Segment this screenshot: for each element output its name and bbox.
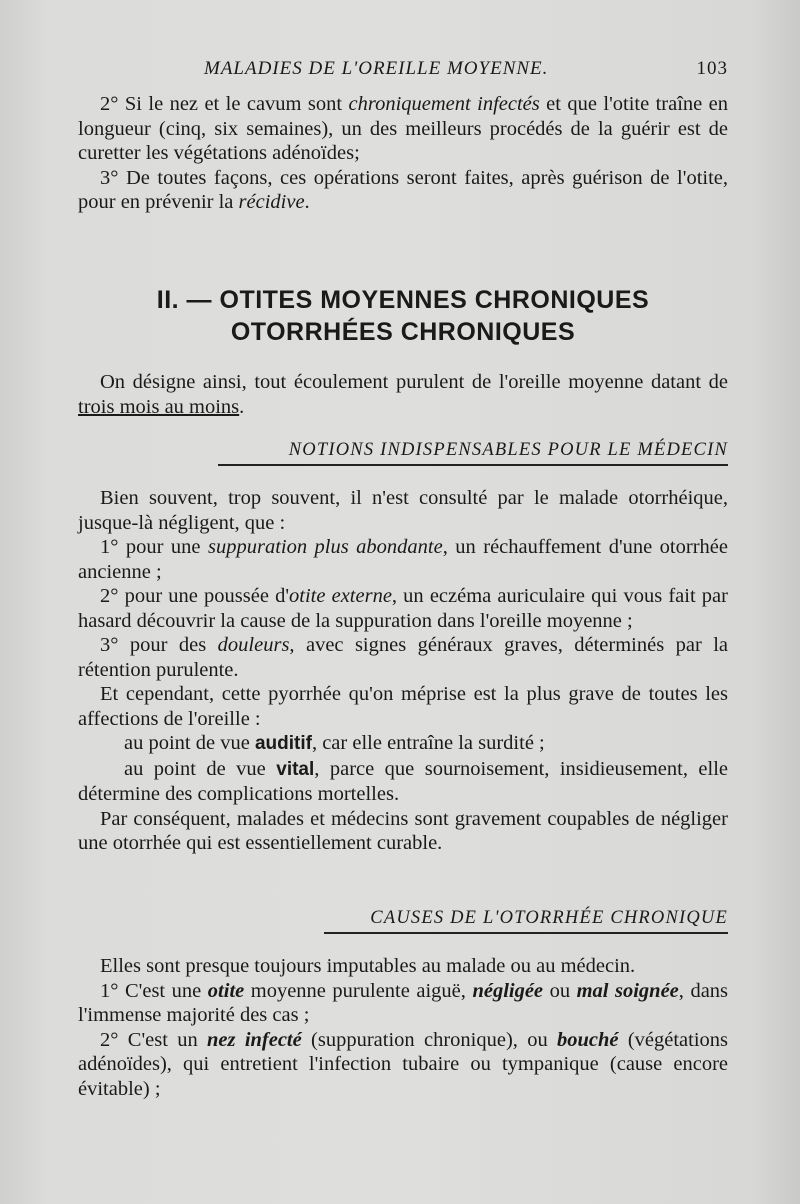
item-3: 3° pour des douleurs, avec signes généraux graves, déterminés par la rétention purulente. [78, 634, 729, 681]
notions-block [78, 486, 728, 856]
notions-underline [218, 464, 728, 466]
section-title-line-2: OTORRHÉES CHRONIQUES [230, 318, 576, 346]
definition-paragraph: On désigne ainsi, tout écoulement purulent de l'oreille moyenne datant de trois mois au moins. [78, 371, 728, 418]
item-1: 1° pour une suppuration plus abondante, un réchauffement d'une otorrhée ancienne ; [78, 536, 728, 583]
paragraph-3: 3° De toutes façons, ces opérations seront faites, après guérison de l'otite, pour en prévenir la récidive. [78, 166, 729, 213]
causes-underline [324, 932, 728, 934]
section-title-line-1: II. — OTITES MOYENNES CHRONIQUES [156, 286, 650, 314]
causes-block [78, 954, 728, 1101]
underlined-phrase: trois mois au moins [78, 395, 240, 418]
intro-block [78, 92, 728, 215]
definition-block [78, 370, 728, 419]
cause-1: 1° C'est une otite moyenne purulente aiguë, négligée ou mal soignée, dans l'immense majorité des cas ; [78, 979, 729, 1026]
notions-intro: Bien souvent, trop souvent, il n'est consulté par le malade otorrhéique, jusque-là négligent, que : [78, 487, 728, 534]
notions-heading: NOTIONS INDISPENSABLES POUR LE MÉDECIN [288, 440, 728, 460]
conclusion-paragraph: Par conséquent, malades et médecins sont gravement coupables de négliger une otorrhée qui est essentiellement curable. [78, 807, 728, 854]
causes-heading: CAUSES DE L'OTORRHÉE CHRONIQUE [370, 908, 728, 928]
running-head-title: MALADIES DE L'OREILLE MOYENNE. [204, 58, 549, 79]
gravity-paragraph: Et cependant, cette pyorrhée qu'on méprise est la plus grave de toutes les affections de l'oreille : [78, 683, 728, 730]
running-head [78, 58, 728, 82]
section-heading [78, 284, 728, 348]
cause-2: 2° C'est un nez infecté (suppuration chronique), ou bouché (végétations adénoïdes), qui entretient l'infection tubaire ou tympanique (cause encore évitable) ; [78, 1028, 729, 1100]
item-2: 2° pour une poussée d'otite externe, un eczéma auriculaire qui vous fait par hasard découvrir la cause de la suppuration dans l'oreille moyenne ; [78, 585, 728, 632]
paragraph-2: 2° Si le nez et le cavum sont chroniquement infectés et que l'otite traîne en longueur (cinq, six semaines), un des meilleurs procédés de la guérir est de curetter les végétations adénoïdes; [78, 93, 729, 164]
auditif-line: au point de vue auditif, car elle entraîne la surdité ; [124, 732, 545, 754]
vital-line: au point de vue vital, parce que sournoisement, insidieusement, elle détermine des complications mortelles. [78, 757, 729, 805]
page-number: 103 [696, 58, 728, 79]
causes-heading-block [78, 908, 728, 934]
causes-intro: Elles sont presque toujours imputables au malade ou au médecin. [100, 955, 636, 977]
notions-heading-block [78, 440, 728, 466]
